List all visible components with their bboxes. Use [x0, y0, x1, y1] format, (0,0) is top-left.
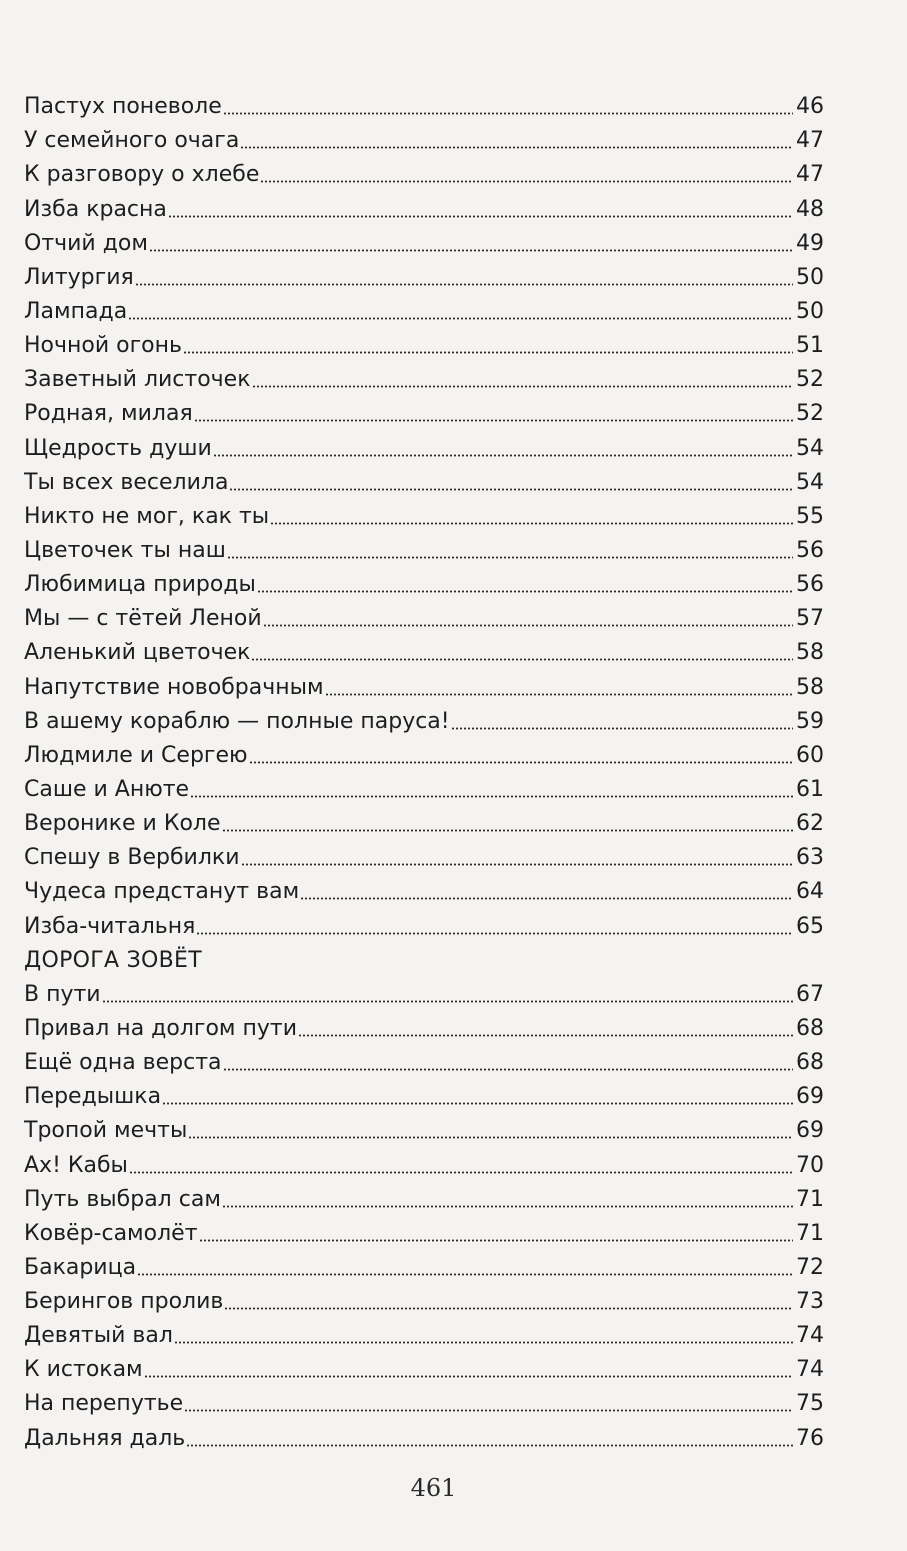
- toc-entry-page: 58: [796, 674, 824, 700]
- toc-entry: [24, 1213, 824, 1247]
- toc-entry-page: 68: [796, 1015, 824, 1041]
- section-heading: [24, 940, 824, 974]
- toc-entry: [24, 1179, 824, 1213]
- dot-leader: [240, 146, 793, 149]
- dot-leader: [199, 1239, 793, 1242]
- toc-entry-title: Заветный листочек: [24, 367, 251, 393]
- dot-leader: [223, 112, 793, 115]
- toc-entry: [24, 905, 824, 939]
- toc-entry-page: 58: [796, 640, 824, 666]
- toc-entry: [24, 427, 824, 461]
- toc-entry-page: 74: [796, 1357, 824, 1383]
- toc-entry-title: Тропой мечты: [24, 1118, 188, 1144]
- toc-entry-title: Спешу в Вербилки: [24, 845, 240, 871]
- table-of-contents: [24, 86, 824, 1452]
- toc-entry-title: Лампада: [24, 298, 128, 324]
- toc-entry-page: 62: [796, 811, 824, 837]
- toc-entry: [24, 1247, 824, 1281]
- dot-leader: [229, 488, 793, 491]
- toc-entry: [24, 769, 824, 803]
- toc-entry: [24, 1110, 824, 1144]
- toc-entry-page: 52: [796, 401, 824, 427]
- toc-entry: [24, 666, 824, 700]
- dot-leader: [451, 727, 793, 730]
- toc-entry-page: 60: [796, 742, 824, 768]
- dot-leader: [300, 897, 793, 900]
- toc-entry-title: У семейного очага: [24, 128, 240, 154]
- toc-entry: [24, 1008, 824, 1042]
- toc-entry: [24, 1144, 824, 1178]
- dot-leader: [241, 863, 794, 866]
- toc-entry-title: Мы — с тётей Леной: [24, 606, 262, 632]
- toc-entry-page: 64: [796, 879, 824, 905]
- toc-entry-page: 51: [796, 333, 824, 359]
- dot-leader: [249, 761, 793, 764]
- toc-entry: [24, 154, 824, 188]
- toc-entry-page: 69: [796, 1084, 824, 1110]
- section-title: ДОРОГА ЗОВЁТ: [24, 947, 202, 973]
- toc-entry: [24, 837, 824, 871]
- toc-entry-title: Напутствие новобрачным: [24, 674, 324, 700]
- toc-entry-title: Чудеса предстанут вам: [24, 879, 300, 905]
- dot-leader: [224, 1307, 793, 1310]
- dot-leader: [270, 522, 793, 525]
- toc-entry-title: Веронике и Коле: [24, 811, 221, 837]
- toc-entry: [24, 974, 824, 1008]
- toc-entry-page: 70: [796, 1152, 824, 1178]
- dot-leader: [325, 693, 793, 696]
- toc-entry: [24, 598, 824, 632]
- toc-entry-title: Берингов пролив: [24, 1289, 224, 1315]
- toc-entry-title: На перепутье: [24, 1391, 184, 1417]
- toc-entry-title: Пастух поневоле: [24, 94, 222, 120]
- toc-entry-title: Изба красна: [24, 196, 167, 222]
- toc-entry: [24, 803, 824, 837]
- toc-entry-title: Ковёр-самолёт: [24, 1220, 198, 1246]
- toc-entry: [24, 325, 824, 359]
- toc-entry-page: 61: [796, 776, 824, 802]
- toc-entry-title: Любимица природы: [24, 572, 256, 598]
- dot-leader: [222, 1205, 793, 1208]
- toc-entry-page: 54: [796, 435, 824, 461]
- dot-leader: [194, 419, 793, 422]
- toc-entry-title: Родная, милая: [24, 401, 193, 427]
- dot-leader: [186, 1444, 793, 1447]
- dot-leader: [223, 1068, 793, 1071]
- toc-entry: [24, 462, 824, 496]
- toc-entry-page: 68: [796, 1050, 824, 1076]
- toc-entry: [24, 1042, 824, 1076]
- toc-entry-title: Путь выбрал сам: [24, 1186, 221, 1212]
- toc-entry: [24, 393, 824, 427]
- toc-entry: [24, 223, 824, 257]
- dot-leader: [128, 317, 793, 320]
- toc-entry: [24, 1315, 824, 1349]
- toc-entry: [24, 1417, 824, 1451]
- toc-entry-title: Бакарица: [24, 1254, 137, 1280]
- toc-entry-page: 65: [796, 913, 824, 939]
- toc-entry: [24, 1281, 824, 1315]
- toc-entry: [24, 1076, 824, 1110]
- toc-entry-page: 74: [796, 1323, 824, 1349]
- dot-leader: [227, 556, 793, 559]
- toc-entry-page: 48: [796, 196, 824, 222]
- toc-entry: [24, 120, 824, 154]
- dot-leader: [102, 1000, 793, 1003]
- toc-entry-page: 71: [796, 1220, 824, 1246]
- toc-entry-page: 49: [796, 230, 824, 256]
- toc-entry-title: Саше и Анюте: [24, 776, 190, 802]
- dot-leader: [252, 385, 794, 388]
- toc-entry: [24, 701, 824, 735]
- toc-entry: [24, 632, 824, 666]
- toc-entry-page: 57: [796, 606, 824, 632]
- toc-entry-page: 69: [796, 1118, 824, 1144]
- dot-leader: [137, 1273, 793, 1276]
- toc-entry-title: К истокам: [24, 1357, 143, 1383]
- dot-leader: [222, 829, 793, 832]
- dot-leader: [251, 658, 793, 661]
- toc-entry-title: Щедрость души: [24, 435, 212, 461]
- toc-entry-title: Отчий дом: [24, 230, 148, 256]
- toc-entry-title: Изба-читальня: [24, 913, 196, 939]
- toc-entry-page: 55: [796, 503, 824, 529]
- dot-leader: [184, 1409, 793, 1412]
- dot-leader: [149, 249, 793, 252]
- toc-entry: [24, 257, 824, 291]
- dot-leader: [188, 1136, 793, 1139]
- dot-leader: [263, 624, 793, 627]
- page-number: 461: [410, 1474, 457, 1502]
- toc-entry-title: Ах! Кабы: [24, 1152, 128, 1178]
- toc-entry-title: Ещё одна верста: [24, 1050, 222, 1076]
- dot-leader: [129, 1171, 793, 1174]
- dot-leader: [196, 932, 793, 935]
- toc-entry-page: 54: [796, 469, 824, 495]
- toc-entry-title: Ты всех веселила: [24, 469, 229, 495]
- toc-entry-page: 47: [796, 162, 824, 188]
- toc-entry-title: Дальняя даль: [24, 1425, 186, 1451]
- dot-leader: [168, 215, 793, 218]
- toc-entry-page: 63: [796, 845, 824, 871]
- toc-entry: [24, 359, 824, 393]
- toc-entry-page: 75: [796, 1391, 824, 1417]
- toc-entry: [24, 1383, 824, 1417]
- dot-leader: [135, 283, 793, 286]
- toc-entry-page: 50: [796, 264, 824, 290]
- toc-entry-page: 46: [796, 94, 824, 120]
- toc-entry-title: Ночной огонь: [24, 333, 182, 359]
- toc-entry-page: 59: [796, 708, 824, 734]
- toc-entry: [24, 188, 824, 222]
- toc-entry-title: Цветочек ты наш: [24, 537, 226, 563]
- toc-entry-title: Привал на долгом пути: [24, 1015, 298, 1041]
- dot-leader: [213, 454, 793, 457]
- toc-entry-page: 56: [796, 537, 824, 563]
- toc-entry-title: Никто не мог, как ты: [24, 503, 270, 529]
- dot-leader: [260, 180, 793, 183]
- toc-entry-page: 67: [796, 981, 824, 1007]
- toc-entry: [24, 871, 824, 905]
- toc-entry: [24, 496, 824, 530]
- toc-entry-title: В пути: [24, 981, 101, 1007]
- toc-entry-page: 50: [796, 298, 824, 324]
- toc-entry-title: Аленький цветочек: [24, 640, 251, 666]
- dot-leader: [257, 590, 793, 593]
- toc-entry: [24, 735, 824, 769]
- dot-leader: [144, 1375, 793, 1378]
- toc-entry-title: В ашему кораблю — полные паруса!: [24, 708, 450, 734]
- toc-entry: [24, 530, 824, 564]
- toc-entry: [24, 564, 824, 598]
- toc-entry-page: 52: [796, 367, 824, 393]
- toc-entry: [24, 1349, 824, 1383]
- dot-leader: [183, 351, 793, 354]
- toc-entry: [24, 86, 824, 120]
- dot-leader: [190, 795, 793, 798]
- toc-entry-page: 56: [796, 572, 824, 598]
- dot-leader: [174, 1341, 793, 1344]
- toc-entry-page: 71: [796, 1186, 824, 1212]
- toc-entry-page: 76: [796, 1425, 824, 1451]
- toc-entry-title: Передышка: [24, 1084, 162, 1110]
- toc-entry-page: 72: [796, 1254, 824, 1280]
- toc-entry-title: Девятый вал: [24, 1323, 173, 1349]
- toc-entry-page: 47: [796, 128, 824, 154]
- toc-entry-page: 73: [796, 1289, 824, 1315]
- toc-entry: [24, 291, 824, 325]
- toc-entry-title: Людмиле и Сергею: [24, 742, 248, 768]
- toc-entry-title: К разговору о хлебе: [24, 162, 260, 188]
- dot-leader: [298, 1034, 793, 1037]
- toc-entry-title: Литургия: [24, 264, 134, 290]
- dot-leader: [162, 1102, 793, 1105]
